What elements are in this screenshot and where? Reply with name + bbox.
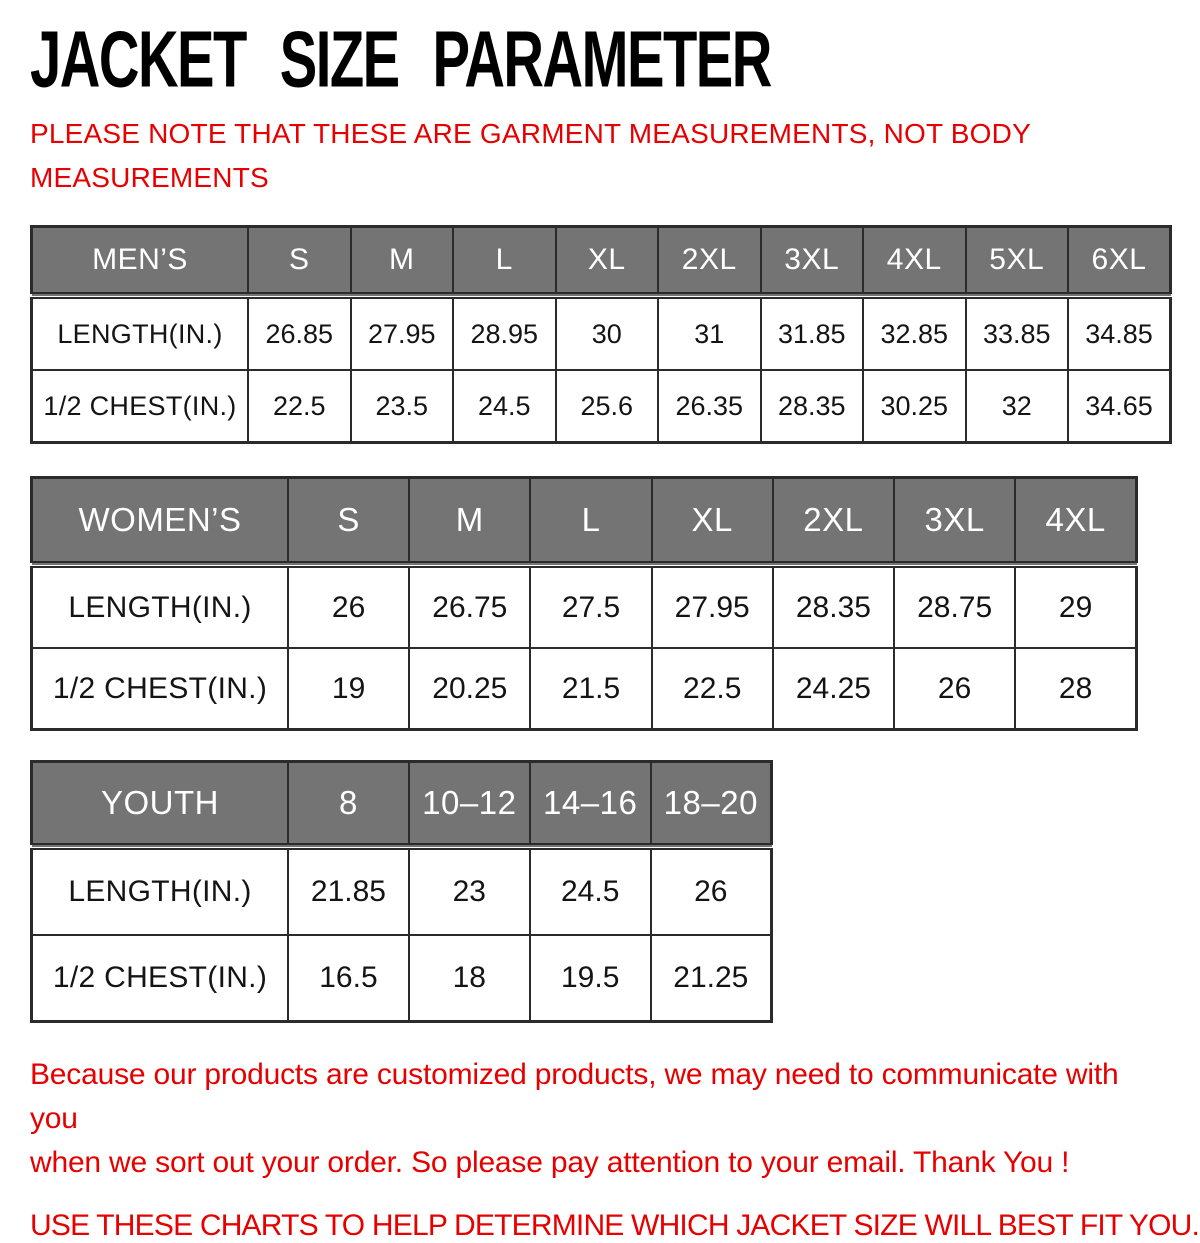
measurement-row [32, 648, 1137, 730]
note-line-2: MEASUREMENTS [30, 162, 269, 193]
size-value-cell: 26.85 [248, 296, 351, 371]
size-column-header: L [453, 227, 556, 296]
size-value-cell: 19 [288, 648, 409, 730]
size-value-cell: 23 [409, 847, 530, 936]
mens-table-title-cell: MEN’S [32, 227, 249, 296]
womens-table-title-cell: WOMEN’S [32, 478, 289, 565]
size-value-cell: 30 [556, 296, 659, 371]
customization-note-line-2: when we sort out your order. So please pay attention to your email. Thank You ! [30, 1146, 1070, 1179]
measurement-row [32, 370, 1171, 443]
measurement-row [32, 565, 1137, 649]
womens-size-table [30, 476, 1138, 731]
size-column-header: 10–12 [409, 762, 530, 847]
chart-usage-note: USE THESE CHARTS TO HELP DETERMINE WHICH JACKET SIZE WILL BEST FIT YOU. [30, 1209, 1200, 1242]
size-column-header: 18–20 [651, 762, 772, 847]
size-value-cell: 31 [658, 296, 761, 371]
size-value-cell: 27.95 [351, 296, 454, 371]
size-value-cell: 29 [1015, 565, 1136, 649]
size-value-cell: 32.85 [863, 296, 966, 371]
size-value-cell: 28.75 [894, 565, 1015, 649]
size-value-cell: 22.5 [248, 370, 351, 443]
size-value-cell: 19.5 [530, 935, 651, 1022]
size-column-header: 14–16 [530, 762, 651, 847]
note-line-1: PLEASE NOTE THAT THESE ARE GARMENT MEASUREMENTS, NOT BODY [30, 118, 1031, 149]
measurement-row [32, 935, 772, 1022]
size-value-cell: 20.25 [409, 648, 530, 730]
size-column-header: M [351, 227, 454, 296]
size-value-cell: 25.6 [556, 370, 659, 443]
size-value-cell: 18 [409, 935, 530, 1022]
garment-measurement-note [30, 112, 1172, 200]
row-label: 1/2 CHEST(IN.) [32, 370, 249, 443]
size-column-header: S [288, 478, 409, 565]
customization-note-line-1: Because our products are customized products, we may need to communicate with you [30, 1058, 1119, 1135]
size-value-cell: 30.25 [863, 370, 966, 443]
size-value-cell: 22.5 [652, 648, 773, 730]
page-title: JACKET SIZE PARAMETER [30, 14, 771, 104]
size-column-header: S [248, 227, 351, 296]
size-value-cell: 33.85 [966, 296, 1069, 371]
row-label: LENGTH(IN.) [32, 847, 289, 936]
youth-size-table [30, 760, 773, 1023]
size-value-cell: 16.5 [288, 935, 409, 1022]
size-value-cell: 23.5 [351, 370, 454, 443]
size-value-cell: 31.85 [761, 296, 864, 371]
header-row [32, 762, 772, 847]
size-column-header: 8 [288, 762, 409, 847]
size-value-cell: 24.25 [773, 648, 894, 730]
size-value-cell: 34.65 [1068, 370, 1171, 443]
row-label: 1/2 CHEST(IN.) [32, 935, 289, 1022]
size-value-cell: 28.35 [773, 565, 894, 649]
size-value-cell: 28.95 [453, 296, 556, 371]
size-value-cell: 21.5 [530, 648, 651, 730]
size-value-cell: 28 [1015, 648, 1136, 730]
size-value-cell: 28.35 [761, 370, 864, 443]
measurement-row [32, 296, 1171, 371]
size-value-cell: 26 [651, 847, 772, 936]
row-label: LENGTH(IN.) [32, 296, 249, 371]
size-column-header: 4XL [1015, 478, 1136, 565]
size-column-header: 4XL [863, 227, 966, 296]
size-value-cell: 26 [288, 565, 409, 649]
size-column-header: 3XL [894, 478, 1015, 565]
size-tables [30, 225, 1172, 1023]
size-value-cell: 27.5 [530, 565, 651, 649]
size-value-cell: 34.85 [1068, 296, 1171, 371]
header-row [32, 478, 1137, 565]
size-value-cell: 26 [894, 648, 1015, 730]
size-column-header: L [530, 478, 651, 565]
size-value-cell: 21.25 [651, 935, 772, 1022]
size-value-cell: 26.75 [409, 565, 530, 649]
youth-table-title-cell: YOUTH [32, 762, 289, 847]
size-column-header: XL [652, 478, 773, 565]
size-value-cell: 32 [966, 370, 1069, 443]
customization-note [30, 1053, 1172, 1185]
size-value-cell: 24.5 [530, 847, 651, 936]
size-value-cell: 21.85 [288, 847, 409, 936]
size-column-header: 2XL [773, 478, 894, 565]
size-column-header: 6XL [1068, 227, 1171, 296]
mens-size-table [30, 225, 1172, 444]
size-value-cell: 24.5 [453, 370, 556, 443]
size-column-header: M [409, 478, 530, 565]
size-column-header: 3XL [761, 227, 864, 296]
size-column-header: 2XL [658, 227, 761, 296]
measurement-row [32, 847, 772, 936]
size-value-cell: 26.35 [658, 370, 761, 443]
size-value-cell: 27.95 [652, 565, 773, 649]
size-column-header: 5XL [966, 227, 1069, 296]
header-row [32, 227, 1171, 296]
row-label: 1/2 CHEST(IN.) [32, 648, 289, 730]
row-label: LENGTH(IN.) [32, 565, 289, 649]
size-column-header: XL [556, 227, 659, 296]
